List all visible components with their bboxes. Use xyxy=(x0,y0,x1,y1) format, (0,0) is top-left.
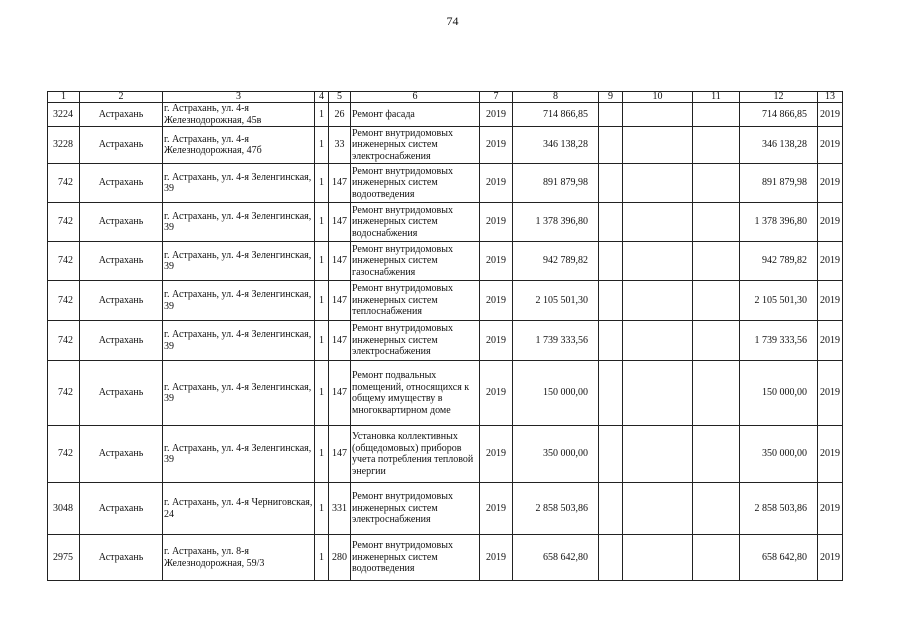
table-row xyxy=(48,535,843,581)
table-cell-col-8: 714 866,85 xyxy=(513,103,599,127)
table-cell-col-13: 2019 xyxy=(818,361,843,426)
column-header: 5 xyxy=(329,92,351,103)
table-cell-col-8: 350 000,00 xyxy=(513,426,599,483)
table-cell-col-3: г. Астрахань, ул. 4-я Зеленгинская, 39 xyxy=(163,426,315,483)
table-row xyxy=(48,203,843,242)
table-cell-col-6: Ремонт внутридомовых инженерных систем теплоснабжения xyxy=(351,281,480,321)
table-cell-col-11 xyxy=(693,321,740,361)
table-cell-col-5: 26 xyxy=(329,103,351,127)
table-cell-col-2: Астрахань xyxy=(80,535,163,581)
table-cell-col-8: 150 000,00 xyxy=(513,361,599,426)
table-cell-col-7: 2019 xyxy=(480,483,513,535)
table-cell-col-6: Ремонт внутридомовых инженерных систем электроснабжения xyxy=(351,483,480,535)
table-cell-col-4: 1 xyxy=(315,321,329,361)
table-cell-col-4: 1 xyxy=(315,361,329,426)
table-cell-col-6: Ремонт внутридомовых инженерных систем электроснабжения xyxy=(351,127,480,164)
table-cell-col-1: 742 xyxy=(48,426,80,483)
table-cell-col-4: 1 xyxy=(315,535,329,581)
table-cell-col-2: Астрахань xyxy=(80,426,163,483)
table-cell-col-9 xyxy=(599,203,623,242)
table-cell-col-2: Астрахань xyxy=(80,321,163,361)
table-cell-col-1: 742 xyxy=(48,164,80,203)
table-cell-col-5: 147 xyxy=(329,164,351,203)
table-cell-col-6: Ремонт подвальных помещений, относящихся к общему имуществу в многоквартирном доме xyxy=(351,361,480,426)
table-cell-col-3: г. Астрахань, ул. 4-я Зеленгинская, 39 xyxy=(163,361,315,426)
table-row xyxy=(48,242,843,281)
table-row xyxy=(48,426,843,483)
column-header: 8 xyxy=(513,92,599,103)
table-cell-col-8: 891 879,98 xyxy=(513,164,599,203)
table-cell-col-11 xyxy=(693,483,740,535)
table-cell-col-3: г. Астрахань, ул. 4-я Черниговская, 24 xyxy=(163,483,315,535)
table-cell-col-2: Астрахань xyxy=(80,361,163,426)
table-cell-col-13: 2019 xyxy=(818,535,843,581)
table-cell-col-7: 2019 xyxy=(480,426,513,483)
table-cell-col-9 xyxy=(599,535,623,581)
table-cell-col-12: 1 739 333,56 xyxy=(740,321,818,361)
column-header: 7 xyxy=(480,92,513,103)
table-cell-col-10 xyxy=(623,164,693,203)
table-cell-col-7: 2019 xyxy=(480,242,513,281)
table-cell-col-8: 346 138,28 xyxy=(513,127,599,164)
table-cell-col-1: 742 xyxy=(48,242,80,281)
table-cell-col-13: 2019 xyxy=(818,164,843,203)
table-cell-col-13: 2019 xyxy=(818,321,843,361)
table-cell-col-7: 2019 xyxy=(480,361,513,426)
table-cell-col-11 xyxy=(693,535,740,581)
table-cell-col-8: 658 642,80 xyxy=(513,535,599,581)
table-cell-col-5: 147 xyxy=(329,242,351,281)
table-cell-col-5: 33 xyxy=(329,127,351,164)
table-cell-col-11 xyxy=(693,281,740,321)
table-cell-col-7: 2019 xyxy=(480,127,513,164)
table-cell-col-9 xyxy=(599,321,623,361)
table-cell-col-12: 350 000,00 xyxy=(740,426,818,483)
table-cell-col-7: 2019 xyxy=(480,321,513,361)
table-cell-col-3: г. Астрахань, ул. 4-я Железнодорожная, 47б xyxy=(163,127,315,164)
table-cell-col-11 xyxy=(693,164,740,203)
table-cell-col-8: 1 378 396,80 xyxy=(513,203,599,242)
column-header: 1 xyxy=(48,92,80,103)
table-row xyxy=(48,281,843,321)
table-cell-col-10 xyxy=(623,483,693,535)
table-cell-col-8: 942 789,82 xyxy=(513,242,599,281)
table-cell-col-6: Ремонт фасада xyxy=(351,103,480,127)
table-cell-col-4: 1 xyxy=(315,426,329,483)
table-cell-col-10 xyxy=(623,361,693,426)
table-cell-col-12: 150 000,00 xyxy=(740,361,818,426)
table-cell-col-5: 331 xyxy=(329,483,351,535)
column-header: 4 xyxy=(315,92,329,103)
table-cell-col-5: 147 xyxy=(329,321,351,361)
table-cell-col-1: 742 xyxy=(48,361,80,426)
table-cell-col-2: Астрахань xyxy=(80,203,163,242)
table-cell-col-7: 2019 xyxy=(480,164,513,203)
table-cell-col-12: 2 858 503,86 xyxy=(740,483,818,535)
table-cell-col-1: 3048 xyxy=(48,483,80,535)
page-number: 74 xyxy=(446,14,459,28)
table-cell-col-1: 742 xyxy=(48,281,80,321)
table-cell-col-11 xyxy=(693,103,740,127)
table-cell-col-13: 2019 xyxy=(818,281,843,321)
table-cell-col-6: Ремонт внутридомовых инженерных систем водоснабжения xyxy=(351,203,480,242)
table-cell-col-4: 1 xyxy=(315,242,329,281)
table-cell-col-3: г. Астрахань, ул. 4-я Железнодорожная, 45в xyxy=(163,103,315,127)
table-cell-col-4: 1 xyxy=(315,483,329,535)
table-cell-col-6: Ремонт внутридомовых инженерных систем газоснабжения xyxy=(351,242,480,281)
table-cell-col-13: 2019 xyxy=(818,127,843,164)
table-cell-col-8: 1 739 333,56 xyxy=(513,321,599,361)
table-cell-col-5: 280 xyxy=(329,535,351,581)
table-cell-col-10 xyxy=(623,203,693,242)
table-row xyxy=(48,103,843,127)
table-cell-col-3: г. Астрахань, ул. 4-я Зеленгинская, 39 xyxy=(163,321,315,361)
table-cell-col-10 xyxy=(623,127,693,164)
table-cell-col-4: 1 xyxy=(315,281,329,321)
table-cell-col-7: 2019 xyxy=(480,281,513,321)
table-cell-col-13: 2019 xyxy=(818,203,843,242)
table-cell-col-13: 2019 xyxy=(818,103,843,127)
table-cell-col-1: 3228 xyxy=(48,127,80,164)
table-row xyxy=(48,127,843,164)
table-cell-col-10 xyxy=(623,535,693,581)
table-row xyxy=(48,164,843,203)
table-cell-col-9 xyxy=(599,483,623,535)
column-header: 10 xyxy=(623,92,693,103)
table-cell-col-9 xyxy=(599,103,623,127)
table-cell-col-4: 1 xyxy=(315,127,329,164)
table-cell-col-9 xyxy=(599,281,623,321)
table-cell-col-5: 147 xyxy=(329,361,351,426)
table-cell-col-9 xyxy=(599,361,623,426)
table-cell-col-1: 3224 xyxy=(48,103,80,127)
table-cell-col-1: 2975 xyxy=(48,535,80,581)
table-cell-col-12: 658 642,80 xyxy=(740,535,818,581)
table-cell-col-4: 1 xyxy=(315,103,329,127)
repair-schedule-table xyxy=(47,91,843,581)
table-cell-col-2: Астрахань xyxy=(80,127,163,164)
table-cell-col-4: 1 xyxy=(315,164,329,203)
column-header: 11 xyxy=(693,92,740,103)
column-header: 6 xyxy=(351,92,480,103)
column-header: 3 xyxy=(163,92,315,103)
table-cell-col-9 xyxy=(599,242,623,281)
table-row xyxy=(48,321,843,361)
table-cell-col-1: 742 xyxy=(48,203,80,242)
column-header: 12 xyxy=(740,92,818,103)
table-cell-col-13: 2019 xyxy=(818,426,843,483)
table-cell-col-10 xyxy=(623,242,693,281)
table-cell-col-7: 2019 xyxy=(480,203,513,242)
column-header: 9 xyxy=(599,92,623,103)
table-cell-col-10 xyxy=(623,426,693,483)
table-cell-col-4: 1 xyxy=(315,203,329,242)
table-cell-col-2: Астрахань xyxy=(80,103,163,127)
table-cell-col-2: Астрахань xyxy=(80,281,163,321)
table-cell-col-11 xyxy=(693,361,740,426)
table-cell-col-6: Ремонт внутридомовых инженерных систем водоотведения xyxy=(351,164,480,203)
table-cell-col-6: Установка коллективных (общедомовых) приборов учета потребления тепловой энергии xyxy=(351,426,480,483)
table-row xyxy=(48,483,843,535)
table-cell-col-9 xyxy=(599,426,623,483)
table-cell-col-12: 942 789,82 xyxy=(740,242,818,281)
table-row xyxy=(48,361,843,426)
column-header: 13 xyxy=(818,92,843,103)
table-cell-col-11 xyxy=(693,203,740,242)
table-cell-col-12: 2 105 501,30 xyxy=(740,281,818,321)
table-cell-col-3: г. Астрахань, ул. 4-я Зеленгинская, 39 xyxy=(163,281,315,321)
table-cell-col-11 xyxy=(693,127,740,164)
table-cell-col-12: 346 138,28 xyxy=(740,127,818,164)
table-cell-col-3: г. Астрахань, ул. 8-я Железнодорожная, 59/3 xyxy=(163,535,315,581)
table-cell-col-13: 2019 xyxy=(818,483,843,535)
table-cell-col-10 xyxy=(623,321,693,361)
table-cell-col-10 xyxy=(623,103,693,127)
table-cell-col-10 xyxy=(623,281,693,321)
table-cell-col-12: 891 879,98 xyxy=(740,164,818,203)
table-cell-col-9 xyxy=(599,164,623,203)
table-cell-col-8: 2 858 503,86 xyxy=(513,483,599,535)
column-header: 2 xyxy=(80,92,163,103)
column-number-row xyxy=(48,92,843,103)
table-cell-col-7: 2019 xyxy=(480,103,513,127)
table-cell-col-9 xyxy=(599,127,623,164)
table-cell-col-12: 714 866,85 xyxy=(740,103,818,127)
table-cell-col-1: 742 xyxy=(48,321,80,361)
table-cell-col-8: 2 105 501,30 xyxy=(513,281,599,321)
table-cell-col-2: Астрахань xyxy=(80,164,163,203)
table-cell-col-5: 147 xyxy=(329,203,351,242)
table-cell-col-3: г. Астрахань, ул. 4-я Зеленгинская, 39 xyxy=(163,203,315,242)
table-cell-col-13: 2019 xyxy=(818,242,843,281)
table-cell-col-6: Ремонт внутридомовых инженерных систем электроснабжения xyxy=(351,321,480,361)
table-cell-col-5: 147 xyxy=(329,281,351,321)
table-cell-col-5: 147 xyxy=(329,426,351,483)
table-cell-col-11 xyxy=(693,242,740,281)
table-cell-col-12: 1 378 396,80 xyxy=(740,203,818,242)
table-cell-col-3: г. Астрахань, ул. 4-я Зеленгинская, 39 xyxy=(163,164,315,203)
table-cell-col-7: 2019 xyxy=(480,535,513,581)
table-cell-col-2: Астрахань xyxy=(80,242,163,281)
table-cell-col-6: Ремонт внутридомовых инженерных систем водоотведения xyxy=(351,535,480,581)
table-cell-col-3: г. Астрахань, ул. 4-я Зеленгинская, 39 xyxy=(163,242,315,281)
table-cell-col-11 xyxy=(693,426,740,483)
table-cell-col-2: Астрахань xyxy=(80,483,163,535)
